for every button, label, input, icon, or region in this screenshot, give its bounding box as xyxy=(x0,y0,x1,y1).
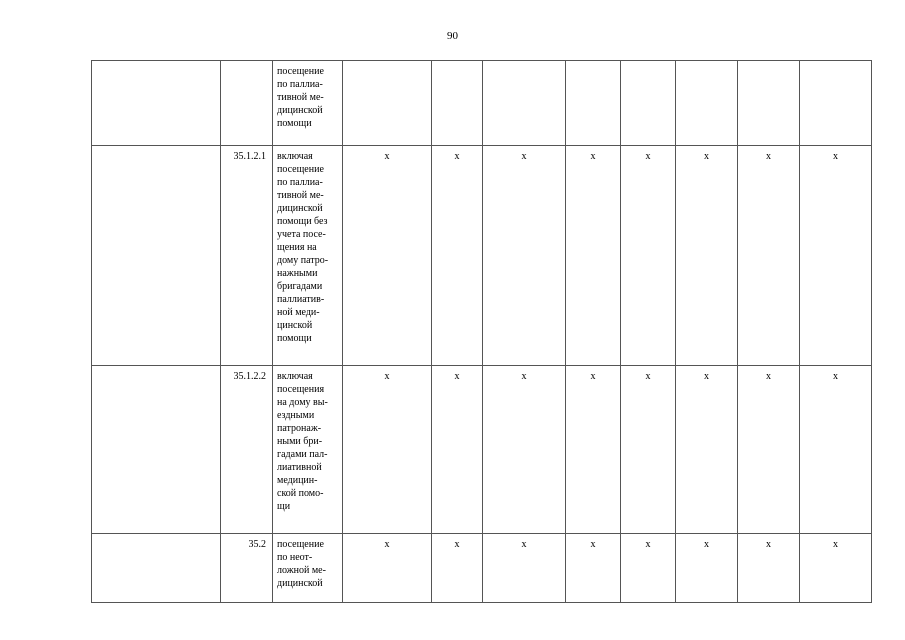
value-cell: x xyxy=(432,366,483,534)
row-code: 35.2 xyxy=(221,534,273,603)
name-cell xyxy=(92,146,221,366)
page-number: 90 xyxy=(447,30,458,42)
value-cell: x xyxy=(566,366,621,534)
row-description-text: посещение по неот- ложной ме- дицинской xyxy=(277,539,326,589)
value-cell: x xyxy=(343,366,432,534)
row-code xyxy=(221,61,273,146)
value-cell: x xyxy=(621,534,676,603)
value-cell: x xyxy=(738,366,800,534)
value-cell: x xyxy=(483,146,566,366)
value-cell: x xyxy=(738,534,800,603)
table-row xyxy=(92,534,872,603)
value-cell xyxy=(621,61,676,146)
value-cell xyxy=(676,61,738,146)
value-cell: x xyxy=(432,146,483,366)
value-cell xyxy=(483,61,566,146)
name-cell xyxy=(92,61,221,146)
value-cell xyxy=(738,61,800,146)
table-row xyxy=(92,146,872,366)
table-row xyxy=(92,366,872,534)
row-description-text: включая посещения на дому вы- ездными патронаж- ными бри- гадами пал- лиативной медицин- ской помо- щи xyxy=(277,371,328,512)
value-cell: x xyxy=(676,146,738,366)
value-cell xyxy=(343,61,432,146)
value-cell: x xyxy=(676,534,738,603)
value-cell xyxy=(432,61,483,146)
value-cell: x xyxy=(800,366,872,534)
value-cell: x xyxy=(738,146,800,366)
table-row xyxy=(92,61,872,146)
row-description-text: включая посещение по паллиа- тивной ме- дицинской помощи без учета посе- щения на дому патро- нажными бригадами паллиатив- ной меди- цинской помощи xyxy=(277,151,329,344)
document-table xyxy=(91,60,872,603)
value-cell: x xyxy=(432,534,483,603)
value-cell: x xyxy=(566,534,621,603)
row-code: 35.1.2.1 xyxy=(221,146,273,366)
value-cell: x xyxy=(343,534,432,603)
value-cell xyxy=(800,61,872,146)
value-cell: x xyxy=(800,534,872,603)
row-code: 35.1.2.2 xyxy=(221,366,273,534)
value-cell: x xyxy=(483,534,566,603)
name-cell xyxy=(92,366,221,534)
value-cell: x xyxy=(621,146,676,366)
row-description xyxy=(273,61,343,146)
value-cell: x xyxy=(483,366,566,534)
name-cell xyxy=(92,534,221,603)
value-cell: x xyxy=(800,146,872,366)
value-cell xyxy=(566,61,621,146)
value-cell: x xyxy=(676,366,738,534)
row-description xyxy=(273,146,343,366)
row-description-text: посещение по паллиа- тивной ме- дицинской помощи xyxy=(277,66,324,129)
row-description xyxy=(273,534,343,603)
value-cell: x xyxy=(566,146,621,366)
value-cell: x xyxy=(343,146,432,366)
row-description xyxy=(273,366,343,534)
value-cell: x xyxy=(621,366,676,534)
